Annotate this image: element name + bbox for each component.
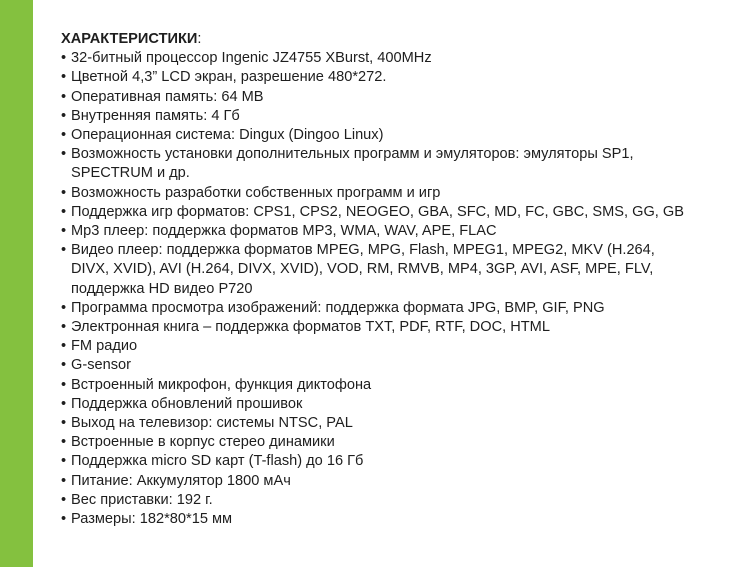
spec-item — [61, 318, 749, 337]
spec-item — [61, 356, 749, 375]
spec-item-text: Оперативная память: 64 MB — [71, 88, 264, 105]
spec-item-text: Электронная книга – поддержка форматов TXT, PDF, RTF, DOC, HTML — [71, 319, 550, 336]
spec-item-text: Поддержка обновлений прошивок — [71, 395, 303, 412]
specs-heading-colon: : — [197, 31, 202, 47]
spec-item-text: Поддержка micro SD карт (T-flash) до 16 Гб — [71, 453, 364, 470]
spec-item-text: DIVX, XVID), AVI (H.264, DIVX, XVID), VOD, RM, RMVB, MP4, 3GP, AVI, ASF, MPE, FLV, — [71, 261, 654, 278]
spec-item — [61, 88, 749, 107]
specs-heading-text: ХАРАКТЕРИСТИКИ — [61, 31, 198, 47]
spec-item-text: SPECTRUM и др. — [71, 165, 190, 182]
spec-item-text: Видео плеер: поддержка форматов MPEG, MPG, Flash, MPEG1, MPEG2, MKV (H.264, — [71, 242, 655, 259]
spec-item — [61, 49, 749, 68]
bullet-icon: • — [61, 415, 67, 432]
bullet-icon: • — [61, 338, 67, 355]
bullet-icon: • — [61, 50, 67, 67]
spec-item — [61, 472, 749, 491]
spec-item — [61, 184, 749, 203]
bullet-icon: • — [61, 127, 67, 144]
bullet-icon: • — [61, 184, 67, 201]
spec-item-text: Вес приставки: 192 г. — [71, 491, 213, 508]
spec-item — [61, 395, 749, 414]
spec-item-text: Размеры: 182*80*15 мм — [71, 511, 233, 528]
spec-item-text: Операционная система: Dingux (Dingoo Linux) — [71, 127, 384, 144]
spec-item — [61, 376, 749, 395]
bullet-icon: • — [61, 299, 67, 316]
spec-item — [61, 68, 749, 87]
spec-item-text: 32-битный процессор Ingenic JZ4755 XBurst, 400MHz — [71, 50, 432, 67]
spec-item-text: Внутренняя память: 4 Гб — [71, 107, 240, 124]
spec-item-text: Встроенные в корпус стерео динамики — [71, 434, 335, 451]
specs-heading — [61, 30, 749, 49]
spec-item-text: поддержка HD видео P720 — [71, 280, 253, 297]
bullet-icon: • — [61, 107, 67, 124]
spec-item-text: Возможность разработки собственных программ и игр — [71, 184, 441, 201]
bullet-icon: • — [61, 203, 67, 220]
spec-item — [61, 452, 749, 471]
spec-item-text: Mp3 плеер: поддержка форматов MP3, WMA, WAV, APE, FLAC — [71, 223, 497, 240]
spec-item — [61, 414, 749, 433]
spec-item-text: Цветной 4,3” LCD экран, разрешение 480*272. — [71, 69, 387, 86]
bullet-icon: • — [61, 472, 67, 489]
specs-list — [61, 49, 749, 529]
spec-item — [61, 510, 749, 529]
specifications-block — [61, 30, 749, 529]
spec-item-text: Питание: Аккумулятор 1800 мАч — [71, 472, 291, 489]
bullet-icon: • — [61, 223, 67, 240]
bullet-icon: • — [61, 511, 67, 528]
spec-item — [61, 241, 749, 299]
bullet-icon: • — [61, 88, 67, 105]
bullet-icon: • — [61, 242, 67, 259]
spec-item-text: Возможность установки дополнительных программ и эмуляторов: эмуляторы SP1, — [71, 146, 634, 163]
spec-item-text: Встроенный микрофон, функция диктофона — [71, 376, 372, 393]
spec-item-text: Выход на телевизор: системы NTSC, PAL — [71, 415, 353, 432]
spec-item-text: FM радио — [71, 338, 138, 355]
bullet-icon: • — [61, 319, 67, 336]
bullet-icon: • — [61, 395, 67, 412]
bullet-icon: • — [61, 357, 67, 374]
bullet-icon: • — [61, 69, 67, 86]
bullet-icon: • — [61, 146, 67, 163]
spec-item — [61, 203, 749, 222]
green-accent-bar — [0, 0, 33, 567]
spec-item — [61, 433, 749, 452]
spec-item-text: Программа просмотра изображений: поддержка формата JPG, BMP, GIF, PNG — [71, 299, 605, 316]
spec-item — [61, 107, 749, 126]
spec-item — [61, 337, 749, 356]
spec-item — [61, 126, 749, 145]
bullet-icon: • — [61, 453, 67, 470]
bullet-icon: • — [61, 491, 67, 508]
spec-item — [61, 299, 749, 318]
spec-item-text: G-sensor — [71, 357, 132, 374]
spec-item-text: Поддержка игр форматов: CPS1, CPS2, NEOGEO, GBA, SFC, MD, FC, GBC, SMS, GG, GB — [71, 203, 684, 220]
bullet-icon: • — [61, 376, 67, 393]
spec-item — [61, 145, 749, 183]
spec-item — [61, 222, 749, 241]
bullet-icon: • — [61, 434, 67, 451]
spec-item — [61, 491, 749, 510]
